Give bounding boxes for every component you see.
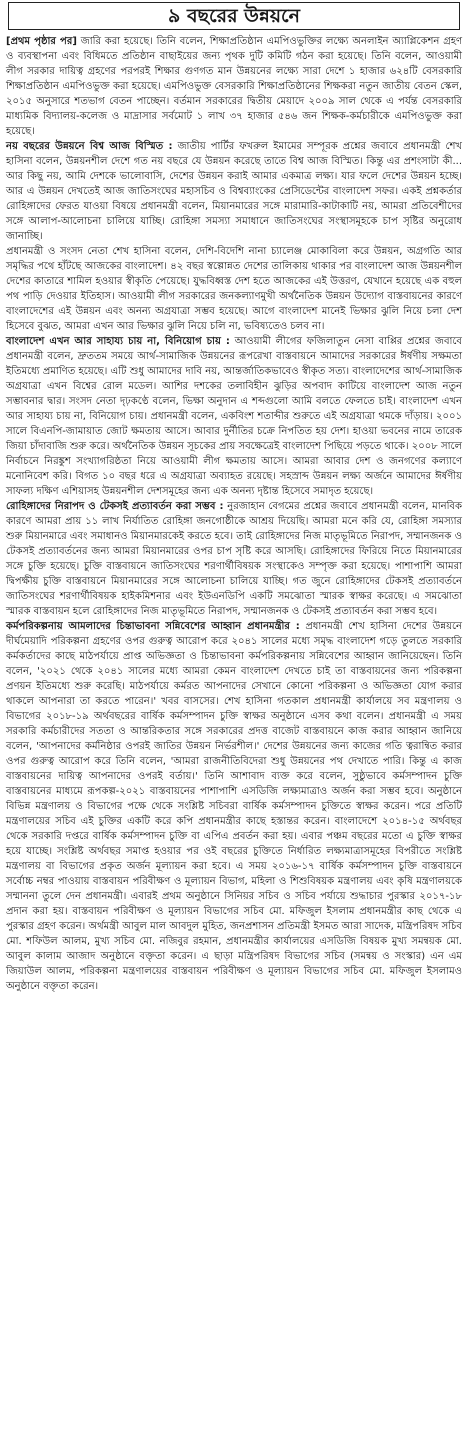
paragraph-2 bbox=[6, 139, 462, 244]
paragraph-6 bbox=[6, 619, 462, 994]
paragraph-text: নুরজাহান বেগমের প্রশ্নের জবাবে প্রধানমন্ত্রী বলেন, মানবিক কারণে আমরা প্রায় ১১ লাখ নির্যাতিত রোহিঙ্গা জনগোষ্ঠীকে আশ্রয় দিয়েছি। আমরা মনে করি যে, রোহিঙ্গা সমস্যার শুরু মিয়ানমারে এবং সমাধানও মিয়ানমারকেই করতে হবে। তাই রোহিঙ্গাদের নিজ মাতৃভূমিতে নিরাপদ, সম্মানজনক ও টেকসই প্রত্যাবর্তনের জন্য আমরা মিয়ানমারের ওপর চাপ সৃষ্টি করে আসছি। রোহিঙ্গাদের ফিরিয়ে নিতে মিয়ানমারের সঙ্গে চুক্তি হয়েছে। চুক্তি বাস্তবায়নে জাতিসংঘের শরণার্থীবিষয়ক সংস্থাকেও সম্পৃক্ত করা হয়েছে। পাশাপাশি আমরা দ্বিপক্ষীয় চুক্তি বাস্তবায়নে মিয়ানমারের সঙ্গে আলোচনা চালিয়ে যাচ্ছি। গত জুনে রোহিঙ্গাদের টেকসই প্রত্যাবর্তনে জাতিসংঘের শরণার্থীবিষয়ক হাইকমিশনার এবং ইউএনডিপি একটি সমঝোতা স্মারক স্বাক্ষর করেছে। এ সমঝোতা স্মারক বাস্তবায়ন হলে রোহিঙ্গাদের নিজ মাতৃভূমিতে নিরাপদ, সম্মানজনক ও টেকসই প্রত্যাবর্তন করা সম্ভব হবে। bbox=[6, 501, 462, 617]
paragraph-text: প্রধানমন্ত্রী শেখ হাসিনা দেশের উন্নয়নে দীর্ঘমেয়াদি পরিকল্পনা গ্রহণের ওপর গুরুত্ব আরোপ করে ২০৪১ সালের মধ্যে সমৃদ্ধ বাংলাদেশ গড়ে তুলতে সরকারি কর্মকর্তাদের কাছে মাঠপর্যায়ে প্রাপ্ত অভিজ্ঞতা ও চিন্তাভাবনা কর্মপরিকল্পনায় সন্নিবেশের আহ্বান জানিয়েছেন। তিনি বলেন, '২০২১ থেকে ২০৪১ সালের মধ্যে আমরা কেমন বাংলাদেশ দেখতে চাই তা বাস্তবায়নের জন্য পরিকল্পনা প্রণয়ন ইতিমধ্যে শুরু করেছি। মাঠপর্যায়ে কর্মরত আপনাদের সেখানে কোনো পরিকল্পনা ও অভিজ্ঞতা যোগ করার থাকলে আপনারা তা করতে পারেন।' খবর বাসসের। শেখ হাসিনা গতকাল প্রধানমন্ত্রী কার্যালয়ে সব মন্ত্রণালয় ও বিভাগের ২০১৮-১৯ অর্থবছরের বার্ষিক কর্মসম্পাদন চুক্তি স্বাক্ষর অনুষ্ঠানে এসব কথা বলেন। প্রধানমন্ত্রী এ সময় সরকারি কর্মচারীদের সততা ও আন্তরিকতার সঙ্গে সরকারের প্রদত্ত বাজেট বাস্তবায়নে কাজ করার আহ্বান জানিয়ে বলেন, 'আপনাদের কর্মনিষ্ঠার ওপরই জাতির উন্নয়ন নির্ভরশীল।' দেশের উন্নয়নের জন্য কাজের গতি ত্বরান্বিত করার ওপর গুরুত্ব আরোপ করে তিনি বলেন, 'আমরা রাজনীতিবিদেরা শুধু উন্নয়নের পথ দেখাতে পারি। কিন্তু এ কাজ বাস্তবায়নের দায়িত্ব আপনাদের ওপরই বর্তায়।' তিনি আশাবাদ ব্যক্ত করে বলেন, সুষ্ঠুভাবে কর্মসম্পাদন চুক্তি বাস্তবায়নের মাধ্যমে রূপকল্প-২০২১ বাস্তবায়নের পাশাপাশি এসডিজি লক্ষ্যমাত্রাও অর্জন করা সম্ভব হবে। অনুষ্ঠানে বিভিন্ন মন্ত্রণালয় ও বিভাগের পক্ষে থেকে সংশ্লিষ্ট সচিবরা বার্ষিক কর্মসম্পাদন চুক্তিতে স্বাক্ষর করেন। পরে প্রতিটি মন্ত্রণালয়ের সচিব এই চুক্তির একটি করে কপি প্রধানমন্ত্রীর কাছে হস্তান্তর করেন। বাংলাদেশে ২০১৪-১৫ অর্থবছর থেকে সরকারি দপ্তরে বার্ষিক কর্মসম্পাদন চুক্তি বা এপিএ প্রবর্তন করা হয়। এবার পঞ্চম বছরের মতো এ চুক্তি স্বাক্ষর হয়ে যাচ্ছে। সংশ্লিষ্ট অর্থবছর সমাপ্ত হওয়ার পর ওই বছরের চুক্তিতে নির্ধারিত লক্ষ্যমাত্রাসমূহের বিপরীতে সংশ্লিষ্ট মন্ত্রণালয় বা বিভাগের প্রকৃত অর্জন মূল্যায়ন করা হবে। এ সময় ২০১৬-১৭ বার্ষিক কর্মসম্পাদন চুক্তি বাস্তবায়নে সর্বোচ্চ নম্বর পাওয়ায় বাস্তবায়ন পরিবীক্ষণ ও মূল্যায়ন বিভাগ, মহিলা ও শিশুবিষয়ক মন্ত্রণালয় এবং কৃষি মন্ত্রণালয়কে সম্মাননা তুলে দেন প্রধানমন্ত্রী। এবারই প্রথম অনুষ্ঠানে সিনিয়র সচিব ও সচিব পর্যায়ে শুদ্ধাচার পুরস্কার ২০১৭-১৮ প্রদান করা হয়। বাস্তবায়ন পরিবীক্ষণ ও মূল্যায়ন বিভাগের সচিব মো. মফিজুল ইসলাম প্রধানমন্ত্রীর কাছ থেকে এ পুরস্কার গ্রহণ করেন। অর্থমন্ত্রী আবুল মাল আবদুল মুহিত, জনপ্রশাসন প্রতিমন্ত্রী ইসমত আরা সাদেক, মন্ত্রিপরিষদ সচিব মো. শফিউল আলম, মুখ্য সচিব মো. নজিবুর রহমান, প্রধানমন্ত্রীর কার্যালয়ের এসডিজি বিষয়ক মুখ্য সমন্বয়ক মো. আবুল কালাম আজাদ অনুষ্ঠানে বক্তৃতা করেন। এ ছাড়া মন্ত্রিপরিষদ বিভাগের সচিব (সমন্বয় ও সংস্কার) এন এম জিয়াউল আলম, পরিকল্পনা মন্ত্রণালয়ের বাস্তবায়ন পরিবীক্ষণ ও মূল্যায়ন বিভাগের সচিব মো. মফিজুল ইসলামও অনুষ্ঠানে বক্তৃতা করেন। bbox=[6, 621, 462, 992]
paragraph-4 bbox=[6, 334, 462, 499]
subheading: নয় বছরের উন্নয়নে বিশ্ব আজ বিস্মিত : bbox=[6, 141, 173, 152]
paragraph-text: জারি করা হয়েছে। তিনি বলেন, শিক্ষাপ্রতিষ্ঠান এমপিওভুক্তির লক্ষ্যে অনলাইন অ্যাপ্লিকেশন গ্রহণ ও ব্যবস্থাপনা এবং বিধিমতে প্রতিষ্ঠান বাছাইয়ের জন্য পৃথক দুটি কমিটি গঠন করা হয়েছে। তিনি বলেন, আওয়ামী লীগ সরকার দায়িত্ব গ্রহণের পরপরই শিক্ষার গুণগত মান উন্নয়নের লক্ষ্যে সারা দেশে ১ হাজার ৬২৪টি বেসরকারি শিক্ষাপ্রতিষ্ঠান এমপিওভুক্ত করা হয়েছে। এমপিওভুক্ত বেসরকারি শিক্ষাপ্রতিষ্ঠানের শিক্ষকরা নতুন জাতীয় বেতন স্কেল, ২০১৫ অনুসারে শতভাগ বেতন পাচ্ছেন। বর্তমান সরকারের দ্বিতীয় মেয়াদে ২০০৯ সাল থেকে এ পর্যন্ত বেসরকারি মাধ্যমিক বিদ্যালয়-কলেজ ও মাদ্রাসার সর্বমোট ১ লাখ ৩৭ হাজার ৫৪৬ জন শিক্ষক-কর্মচারীকে এমপিওভুক্ত করা হয়েছে। bbox=[6, 36, 463, 137]
continuation-tag: [প্রথম পৃষ্ঠার পর] bbox=[6, 36, 77, 47]
paragraph-text: আওয়ামী লীগের ফজিলাতুন নেসা বাপ্পির প্রশ্নের জবাবে প্রধানমন্ত্রী বলেন, দ্রুততম সময়ে আর্থ-সামাজিক উন্নয়নের রূপরেখা বাস্তবায়নে আমাদের সরকারের ঈর্ষণীয় সক্ষমতা ইতিমধ্যে প্রমাণিত হয়েছে। এটি শুধু আমাদের দাবি নয়, আন্তর্জাতিকভাবেও স্বীকৃত সত্য। বাংলাদেশের আর্থ-সামাজিক অগ্রযাত্রা এখন বিশ্বের রোল মডেল। আশির দশকের তলাবিহীন ঝুড়ির অপবাদ কাটিয়ে বাংলাদেশ আজ নতুন সম্ভাবনার দ্বার। সংসদ নেতা দৃঢ়কণ্ঠে বলেন, ভিক্ষা অনুদান এ শব্দগুলো আমি বলতে ফেলতে চাই। বাংলাদেশ এখন আর সাহায্য চায় না, বিনিয়োগ চায়। প্রধানমন্ত্রী বলেন, একবিংশ শতাব্দীর শুরুতে এই অগ্রযাত্রা থমকে দাঁড়ায়। ২০০১ সালে বিএনপি-জামায়াত জোট ক্ষমতায় আসে। আবার দুর্নীতির চক্রে নিপতিত হয় দেশ। হাওয়া ভবনের নামে তারেক জিয়া চাঁদাবাজি শুরু করে। অর্থনৈতিক উন্নয়ন সূচকের প্রায় সবক্ষেত্রেই বাংলাদেশ পিছিয়ে পড়তে থাকে। ২০০৮ সালে নির্বাচনে নিরঙ্কুশ সংখ্যাগরিষ্ঠতা নিয়ে আওয়ামী লীগ ক্ষমতায় আসে। আমরা আবার দেশ ও জনগণের কল্যাণে মনোনিবেশ করি। বিগত ১০ বছর ধরে এ অগ্রযাত্রা অব্যাহত রয়েছে। সহস্রাব্দ উন্নয়ন লক্ষ্য অর্জনে আমাদের ঈর্ষণীয় সাফল্য দক্ষিণ এশিয়াসহ উন্নয়নশীল দেশসমূহের জন্য এক অনন্য দৃষ্টান্ত হিসেবে সমাদৃত হয়েছে। bbox=[6, 336, 462, 497]
paragraph-text: জাতীয় পার্টির ফখরুল ইমামের সম্পূরক প্রশ্নের জবাবে প্রধানমন্ত্রী শেখ হাসিনা বলেন, উন্নয়নশীল দেশে গত নয় বছরে যে উন্নয়ন করেছে তাতে বিশ্ব আজ বিস্মিত। কিন্তু এর প্রশংসাটা কী... আর কিছু নয়, আমি দেশকে ভালোবাসি, দেশের উন্নয়ন করাই আমার একমাত্র লক্ষ্য। যার ফলে দেশের উন্নয়ন হচ্ছে। আর এ উন্নয়ন দেখতেই আজ জাতিসংঘের মহাসচিব ও বিশ্বব্যাংকের প্রেসিডেন্টের বাংলাদেশ সফর। একই প্রশ্নকর্তার রোহিঙ্গাদের ফেরত যাওয়া বিষয়ে প্রধানমন্ত্রী বলেন, মিয়ানমারের সঙ্গে মারামারি-কাটাকাটি নয়, আমরা প্রতিবেশীদের সঙ্গে আলাপ-আলোচনা চালিয়ে যাচ্ছি। রোহিঙ্গা সমস্যা সমাধানে জাতিসংঘের সংস্থাসমূহকে চাপ সৃষ্টির অনুরোধ জানাচ্ছি। bbox=[6, 141, 462, 242]
paragraph-3 bbox=[6, 244, 462, 334]
paragraph-text: প্রধানমন্ত্রী ও সংসদ নেতা শেখ হাসিনা বলেন, দেশি-বিদেশি নানা চ্যালেঞ্জ মোকাবিলা করে উন্নয়ন, অগ্রগতি আর সমৃদ্ধির পথে হাঁটছে আজকের বাংলাদেশ। ৪২ বছর স্বল্পোন্নত দেশের তালিকায় থাকার পর বাংলাদেশ আজ উন্নয়নশীল দেশের কাতারে শামিল হওয়ার স্বীকৃতি পেয়েছে। যুদ্ধবিধ্বস্ত দেশ হতে আজকের এই উত্তরণ, যেখানে হয়েছে এক বহুল পথ পাড়ি দেওয়ার ইতিহাস। আওয়ামী লীগ সরকারের জনকল্যাণমুখী অর্থনৈতিক উন্নয়ন উদ্যোগ বাস্তবায়নের কারণে বাংলাদেশের এই উন্নয়ন এবং অনন্য অগ্রযাত্রা সম্ভব হয়েছে। আগে বাংলাদেশ মানেই ভিক্ষার ঝুলি নিয়ে চলা দেশ হিসেবে বুঝত, আমরা এখন আর ভিক্ষার ঝুলি নিয়ে চলি না, ভবিষ্যতেও চলব না। bbox=[6, 246, 462, 332]
paragraph-1 bbox=[6, 34, 462, 139]
paragraph-5 bbox=[6, 499, 462, 619]
headline-box bbox=[8, 2, 460, 30]
headline: ৯ বছরের উন্নয়নে bbox=[168, 4, 300, 27]
subheading: রোহিঙ্গাদের নিরাপদ ও টেকসই প্রত্যাবর্তন করা সম্ভব : bbox=[6, 501, 224, 512]
subheading: কর্মপরিকল্পনায় আমলাদের চিন্তাভাবনা সন্নিবেশের আহ্বান প্রধানমন্ত্রীর : bbox=[6, 621, 300, 632]
subheading: বাংলাদেশ এখন আর সাহায্য চায় না, বিনিয়োগ চায় : bbox=[6, 336, 230, 347]
